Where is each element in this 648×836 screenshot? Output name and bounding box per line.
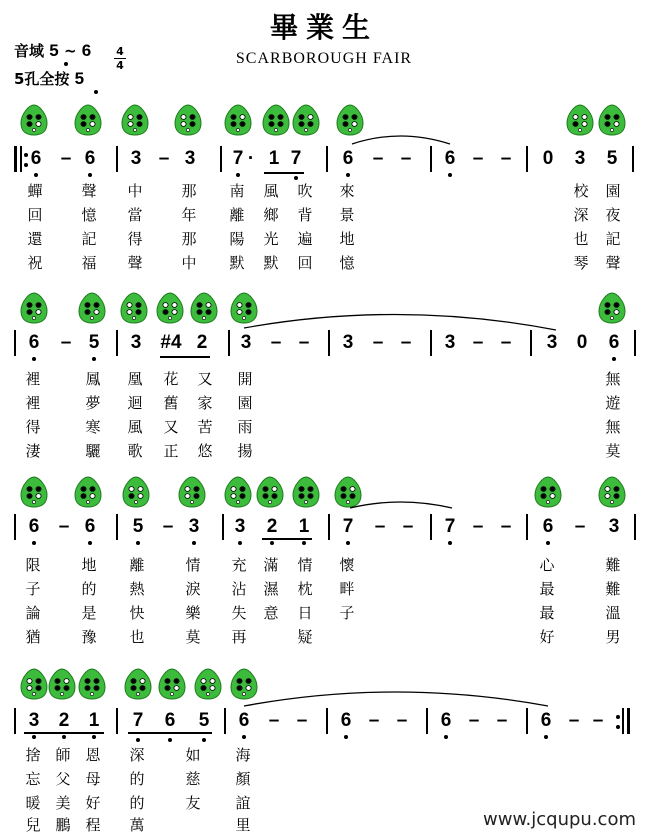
lyric: 子 — [25, 580, 41, 598]
lyric: 誼 — [235, 794, 251, 812]
lyric: 日 — [297, 604, 313, 622]
lyric: 兒 — [25, 816, 41, 834]
lyric: 凰 — [127, 370, 143, 388]
lyric: 記 — [81, 230, 97, 248]
barline — [430, 330, 432, 356]
lyric: 心 — [539, 556, 555, 574]
repeat-end-bar — [627, 708, 630, 734]
lyric: 最 — [539, 604, 555, 622]
barline — [632, 146, 634, 172]
lyric: 中 — [181, 254, 197, 272]
lyric: 揚 — [237, 442, 253, 460]
barline — [430, 146, 432, 172]
lyric: 淒 — [25, 442, 41, 460]
lyric: 祝 — [27, 254, 43, 272]
lyric: 好 — [85, 794, 101, 812]
lyric: 寒 — [85, 418, 101, 436]
barline — [526, 514, 528, 540]
note: 5 — [88, 332, 100, 353]
lyric: 蟬 — [27, 182, 43, 200]
lyric: 地 — [339, 230, 355, 248]
note-dash: – — [60, 148, 72, 169]
lyric: 恩 — [85, 746, 101, 764]
low-octave-dot — [448, 173, 452, 177]
note-dash: – — [472, 332, 484, 353]
note: 1 — [298, 516, 310, 537]
note: 3 — [240, 332, 252, 353]
note: 6 — [342, 148, 354, 169]
lyric: 熱 — [129, 580, 145, 598]
fingering-row-1 — [21, 105, 625, 135]
barline — [526, 146, 528, 172]
lyric: 陽 — [229, 230, 245, 248]
lyric: 母 — [85, 770, 101, 788]
lyric: 回 — [297, 254, 313, 272]
barline — [622, 708, 624, 734]
note-dash: – — [268, 710, 280, 731]
note-dash: – — [500, 516, 512, 537]
beam-underline — [262, 538, 312, 540]
lyric: 苦 — [197, 418, 213, 436]
site-watermark: www.jcqupu.com — [483, 809, 636, 830]
lyric: 鄉 — [263, 206, 279, 224]
fingering-row-2 — [21, 293, 625, 323]
note: 6 — [444, 148, 456, 169]
note: 3 — [130, 332, 142, 353]
lyric: 好 — [539, 628, 555, 646]
note: 6 — [28, 516, 40, 537]
lyric: 海 — [235, 746, 251, 764]
note-dash: – — [374, 516, 386, 537]
lyric: 憶 — [339, 254, 355, 272]
low-octave-dot — [346, 173, 350, 177]
low-octave-dot — [32, 541, 36, 545]
note: 1 — [88, 710, 100, 731]
lyric: 那 — [181, 230, 197, 248]
lyric: 還 — [27, 230, 43, 248]
lyric: 聲 — [81, 182, 97, 200]
low-octave-dot — [444, 735, 448, 739]
note: 5 — [198, 710, 210, 731]
note-dash: – — [162, 516, 174, 537]
note-dash: – — [592, 710, 604, 731]
low-octave-dot — [302, 541, 306, 545]
note-dash: – — [500, 148, 512, 169]
lyric: 深 — [573, 206, 589, 224]
lyric: 雨 — [237, 418, 253, 436]
note-dash: – — [58, 516, 70, 537]
lyric: 迴 — [127, 394, 143, 412]
barline — [20, 146, 22, 172]
range-low: 5 — [49, 41, 59, 60]
lyric: 中 — [127, 182, 143, 200]
barline — [116, 146, 118, 172]
song-subtitle: SCARBOROUGH FAIR — [235, 50, 413, 67]
repeat-start-bar — [14, 146, 17, 172]
lyric: 聲 — [127, 254, 143, 272]
lyric: 裡 — [25, 394, 41, 412]
low-octave-dot — [136, 541, 140, 545]
note-dash: – — [400, 148, 412, 169]
low-octave-dot — [136, 738, 140, 742]
barline — [634, 330, 636, 356]
barline — [326, 708, 328, 734]
note: 5 — [132, 516, 144, 537]
note: 3 — [188, 516, 200, 537]
lyric: 憶 — [81, 206, 97, 224]
note: 7 — [232, 148, 244, 169]
lyric: 沾 — [231, 580, 247, 598]
lyric: 歌 — [127, 442, 143, 460]
lyric: 記 — [605, 230, 621, 248]
note-dash: – — [368, 710, 380, 731]
note: 6 — [340, 710, 352, 731]
note: 3 — [608, 516, 620, 537]
lyric: 忘 — [25, 770, 41, 788]
range-high: 6 — [81, 41, 92, 60]
note-dash: – — [468, 710, 480, 731]
lyric: 再 — [231, 628, 247, 646]
barline — [526, 708, 528, 734]
note: 3 — [444, 332, 456, 353]
lyric: 充 — [231, 556, 247, 574]
barline — [14, 708, 16, 734]
lyric: 來 — [339, 182, 355, 200]
note-dash: – — [296, 710, 308, 731]
tie-arc — [244, 692, 548, 706]
lyric: 的 — [129, 770, 145, 788]
note-dash: – — [396, 710, 408, 731]
note: 7 — [444, 516, 456, 537]
page-title: 畢業生 — [269, 11, 378, 44]
low-octave-dot — [32, 357, 36, 361]
lyric: 年 — [181, 206, 197, 224]
lyric: 無 — [605, 370, 621, 388]
lyric: 畔 — [339, 580, 355, 598]
barline — [328, 514, 330, 540]
note: 6 — [28, 332, 40, 353]
beam-underline — [128, 732, 212, 734]
lyric: 默 — [263, 254, 279, 272]
note: 3 — [342, 332, 354, 353]
note-dash: – — [496, 710, 508, 731]
low-octave-dot — [202, 738, 206, 742]
lyric: 疑 — [297, 628, 313, 646]
lyric: 夜 — [605, 206, 621, 224]
low-octave-dot — [92, 735, 96, 739]
low-octave-dot — [168, 738, 172, 742]
barline — [326, 146, 328, 172]
range-tilde: ~ — [63, 42, 77, 60]
lyric: 開 — [237, 370, 253, 388]
note: 6 — [608, 332, 620, 353]
barline — [116, 514, 118, 540]
note-dash: – — [472, 516, 484, 537]
lyric: 莫 — [185, 628, 201, 646]
lyric: 悠 — [197, 442, 213, 460]
note: 0 — [542, 148, 554, 169]
low-octave-dot — [346, 541, 350, 545]
lyric: 正 — [163, 442, 179, 460]
lyric: 景 — [339, 206, 355, 224]
lyric: 論 — [25, 604, 41, 622]
lyric: 離 — [129, 556, 145, 574]
lyric: 豫 — [81, 628, 97, 646]
note: 1 — [268, 148, 280, 169]
note: 6 — [542, 516, 554, 537]
barline — [222, 514, 224, 540]
fingering-row-4 — [21, 669, 257, 699]
tie-arc — [352, 136, 450, 144]
lyric: 捨 — [25, 746, 41, 764]
low-octave-dot — [546, 541, 550, 545]
note-dash: – — [60, 332, 72, 353]
barline — [634, 514, 636, 540]
lyric: 裡 — [25, 370, 41, 388]
lyric: 福 — [81, 254, 97, 272]
lyric: 家 — [197, 394, 213, 412]
lyric: 背 — [297, 206, 313, 224]
barline — [220, 146, 222, 172]
barline — [228, 330, 230, 356]
note: 3 — [546, 332, 558, 353]
lyric: 離 — [229, 206, 245, 224]
lyric: 限 — [25, 556, 41, 574]
note: 3 — [130, 148, 142, 169]
lyric: 莫 — [605, 442, 621, 460]
lyric: 回 — [27, 206, 43, 224]
fingering-note: 5 — [74, 69, 85, 88]
lyric: 園 — [237, 394, 253, 412]
lyric: 男 — [605, 628, 621, 646]
note: 6 — [84, 148, 96, 169]
lyric: 校 — [573, 182, 589, 200]
low-octave-dot — [34, 173, 38, 177]
lyric: 風 — [263, 182, 279, 200]
note: 6 — [238, 710, 250, 731]
barline — [14, 330, 16, 356]
low-octave-dot — [32, 735, 36, 739]
lyric: 得 — [25, 418, 41, 436]
lyric: 萬 — [129, 816, 145, 834]
note: 6 — [440, 710, 452, 731]
barline — [328, 330, 330, 356]
note-dash: – — [568, 710, 580, 731]
note-dash: – — [574, 516, 586, 537]
lyric: 情 — [185, 556, 201, 574]
lyric: 猶 — [25, 628, 41, 646]
lyric: 如 — [185, 746, 201, 764]
lyric: 花 — [163, 370, 179, 388]
lyric: 南 — [229, 182, 245, 200]
tie-arc — [244, 314, 556, 330]
lyric: 美 — [55, 794, 71, 812]
lyric: 子 — [339, 604, 355, 622]
beam-underline — [264, 172, 304, 174]
lyric: 懷 — [339, 556, 355, 574]
tie-arc — [350, 502, 452, 508]
lyric: 淚 — [185, 580, 201, 598]
lyric: 的 — [81, 580, 97, 598]
note: 3 — [184, 148, 196, 169]
range-label: 音域 — [14, 42, 45, 60]
note-dash: – — [372, 148, 384, 169]
lyric: 遊 — [605, 394, 621, 412]
repeat-dot — [616, 715, 620, 719]
barline — [426, 708, 428, 734]
note: 3 — [574, 148, 586, 169]
lyric: 滿 — [263, 556, 279, 574]
lyric: 無 — [605, 418, 621, 436]
time-signature-top: 4 — [116, 45, 124, 58]
lyric: 難 — [605, 556, 621, 574]
low-octave-dot — [192, 541, 196, 545]
low-octave-dot — [236, 173, 240, 177]
note-dash: – — [298, 332, 310, 353]
low-octave-dot — [448, 541, 452, 545]
sharp-note: #4 — [160, 332, 182, 353]
lyric: 友 — [185, 794, 201, 812]
note: 6 — [164, 710, 176, 731]
low-octave-dot — [544, 735, 548, 739]
lyric: 當 — [127, 206, 143, 224]
lyric: 師 — [55, 746, 71, 764]
dotted-note-dot: · — [247, 148, 255, 169]
lyric: 也 — [129, 628, 145, 646]
note-dash: – — [158, 148, 170, 169]
note: 6 — [540, 710, 552, 731]
lyric: 濕 — [263, 580, 279, 598]
note-dash: – — [500, 332, 512, 353]
lyric: 又 — [163, 418, 179, 436]
note: 7 — [342, 516, 354, 537]
note: 6 — [30, 148, 42, 169]
lyric: 快 — [129, 604, 145, 622]
repeat-dot — [616, 725, 620, 729]
lyric: 聲 — [605, 254, 621, 272]
lyric: 慈 — [185, 770, 201, 788]
note: 2 — [266, 516, 278, 537]
note: 2 — [196, 332, 208, 353]
lyric: 默 — [229, 254, 245, 272]
lyric: 遍 — [297, 230, 313, 248]
lyric: 失 — [231, 604, 247, 622]
note-dash: – — [400, 332, 412, 353]
lyric: 園 — [605, 182, 621, 200]
barline — [116, 330, 118, 356]
low-octave-dot — [88, 541, 92, 545]
lyric: 鵬 — [55, 816, 71, 834]
barline — [14, 514, 16, 540]
low-octave-dot — [88, 173, 92, 177]
lyric: 光 — [263, 230, 279, 248]
note: 3 — [234, 516, 246, 537]
lyric: 意 — [263, 604, 279, 622]
note-dash: – — [402, 516, 414, 537]
barline — [116, 708, 118, 734]
note: 7 — [290, 148, 302, 169]
low-octave-dot — [344, 735, 348, 739]
barline — [224, 708, 226, 734]
low-octave-dot — [238, 541, 242, 545]
lyric: 得 — [127, 230, 143, 248]
lyric: 風 — [127, 418, 143, 436]
lyric: 是 — [81, 604, 97, 622]
note: 7 — [132, 710, 144, 731]
lyric: 夢 — [85, 394, 101, 412]
lyric: 里 — [235, 816, 251, 834]
barline — [530, 330, 532, 356]
fingering-label: 5孔全按 — [14, 70, 70, 88]
lyric: 最 — [539, 580, 555, 598]
lyric: 樂 — [185, 604, 201, 622]
note-dash: – — [372, 332, 384, 353]
lyric: 父 — [55, 770, 71, 788]
lyric: 鳳 — [85, 370, 101, 388]
lyric: 深 — [129, 746, 145, 764]
low-octave-dot — [242, 735, 246, 739]
lyric: 程 — [85, 816, 101, 834]
lyric: 吹 — [297, 182, 313, 200]
note: 2 — [58, 710, 70, 731]
lyric: 溫 — [605, 604, 621, 622]
lyric: 地 — [81, 556, 97, 574]
low-octave-dot — [92, 357, 96, 361]
low-octave-dot — [270, 541, 274, 545]
low-octave-dot — [612, 357, 616, 361]
low-octave-dot — [294, 176, 298, 180]
lyric: 又 — [197, 370, 213, 388]
note-dash: – — [472, 148, 484, 169]
beam-underline — [160, 356, 210, 358]
note: 0 — [576, 332, 588, 353]
time-signature-bottom: 4 — [116, 59, 124, 72]
lyric: 琴 — [573, 254, 589, 272]
note: 6 — [84, 516, 96, 537]
lyric: 的 — [129, 794, 145, 812]
note: 3 — [28, 710, 40, 731]
lyric: 驪 — [85, 442, 101, 460]
lyric: 顏 — [235, 770, 251, 788]
lyric: 枕 — [297, 580, 313, 598]
lyric: 舊 — [163, 394, 179, 412]
lyric: 情 — [297, 556, 313, 574]
barline — [430, 514, 432, 540]
fingering-row-3 — [21, 477, 625, 507]
lyric: 難 — [605, 580, 621, 598]
lyric: 也 — [573, 230, 589, 248]
lyric: 那 — [181, 182, 197, 200]
note-dash: – — [270, 332, 282, 353]
low-octave-dot — [62, 735, 66, 739]
beam-underline — [24, 732, 104, 734]
note: 5 — [606, 148, 618, 169]
lyric: 暖 — [25, 794, 41, 812]
